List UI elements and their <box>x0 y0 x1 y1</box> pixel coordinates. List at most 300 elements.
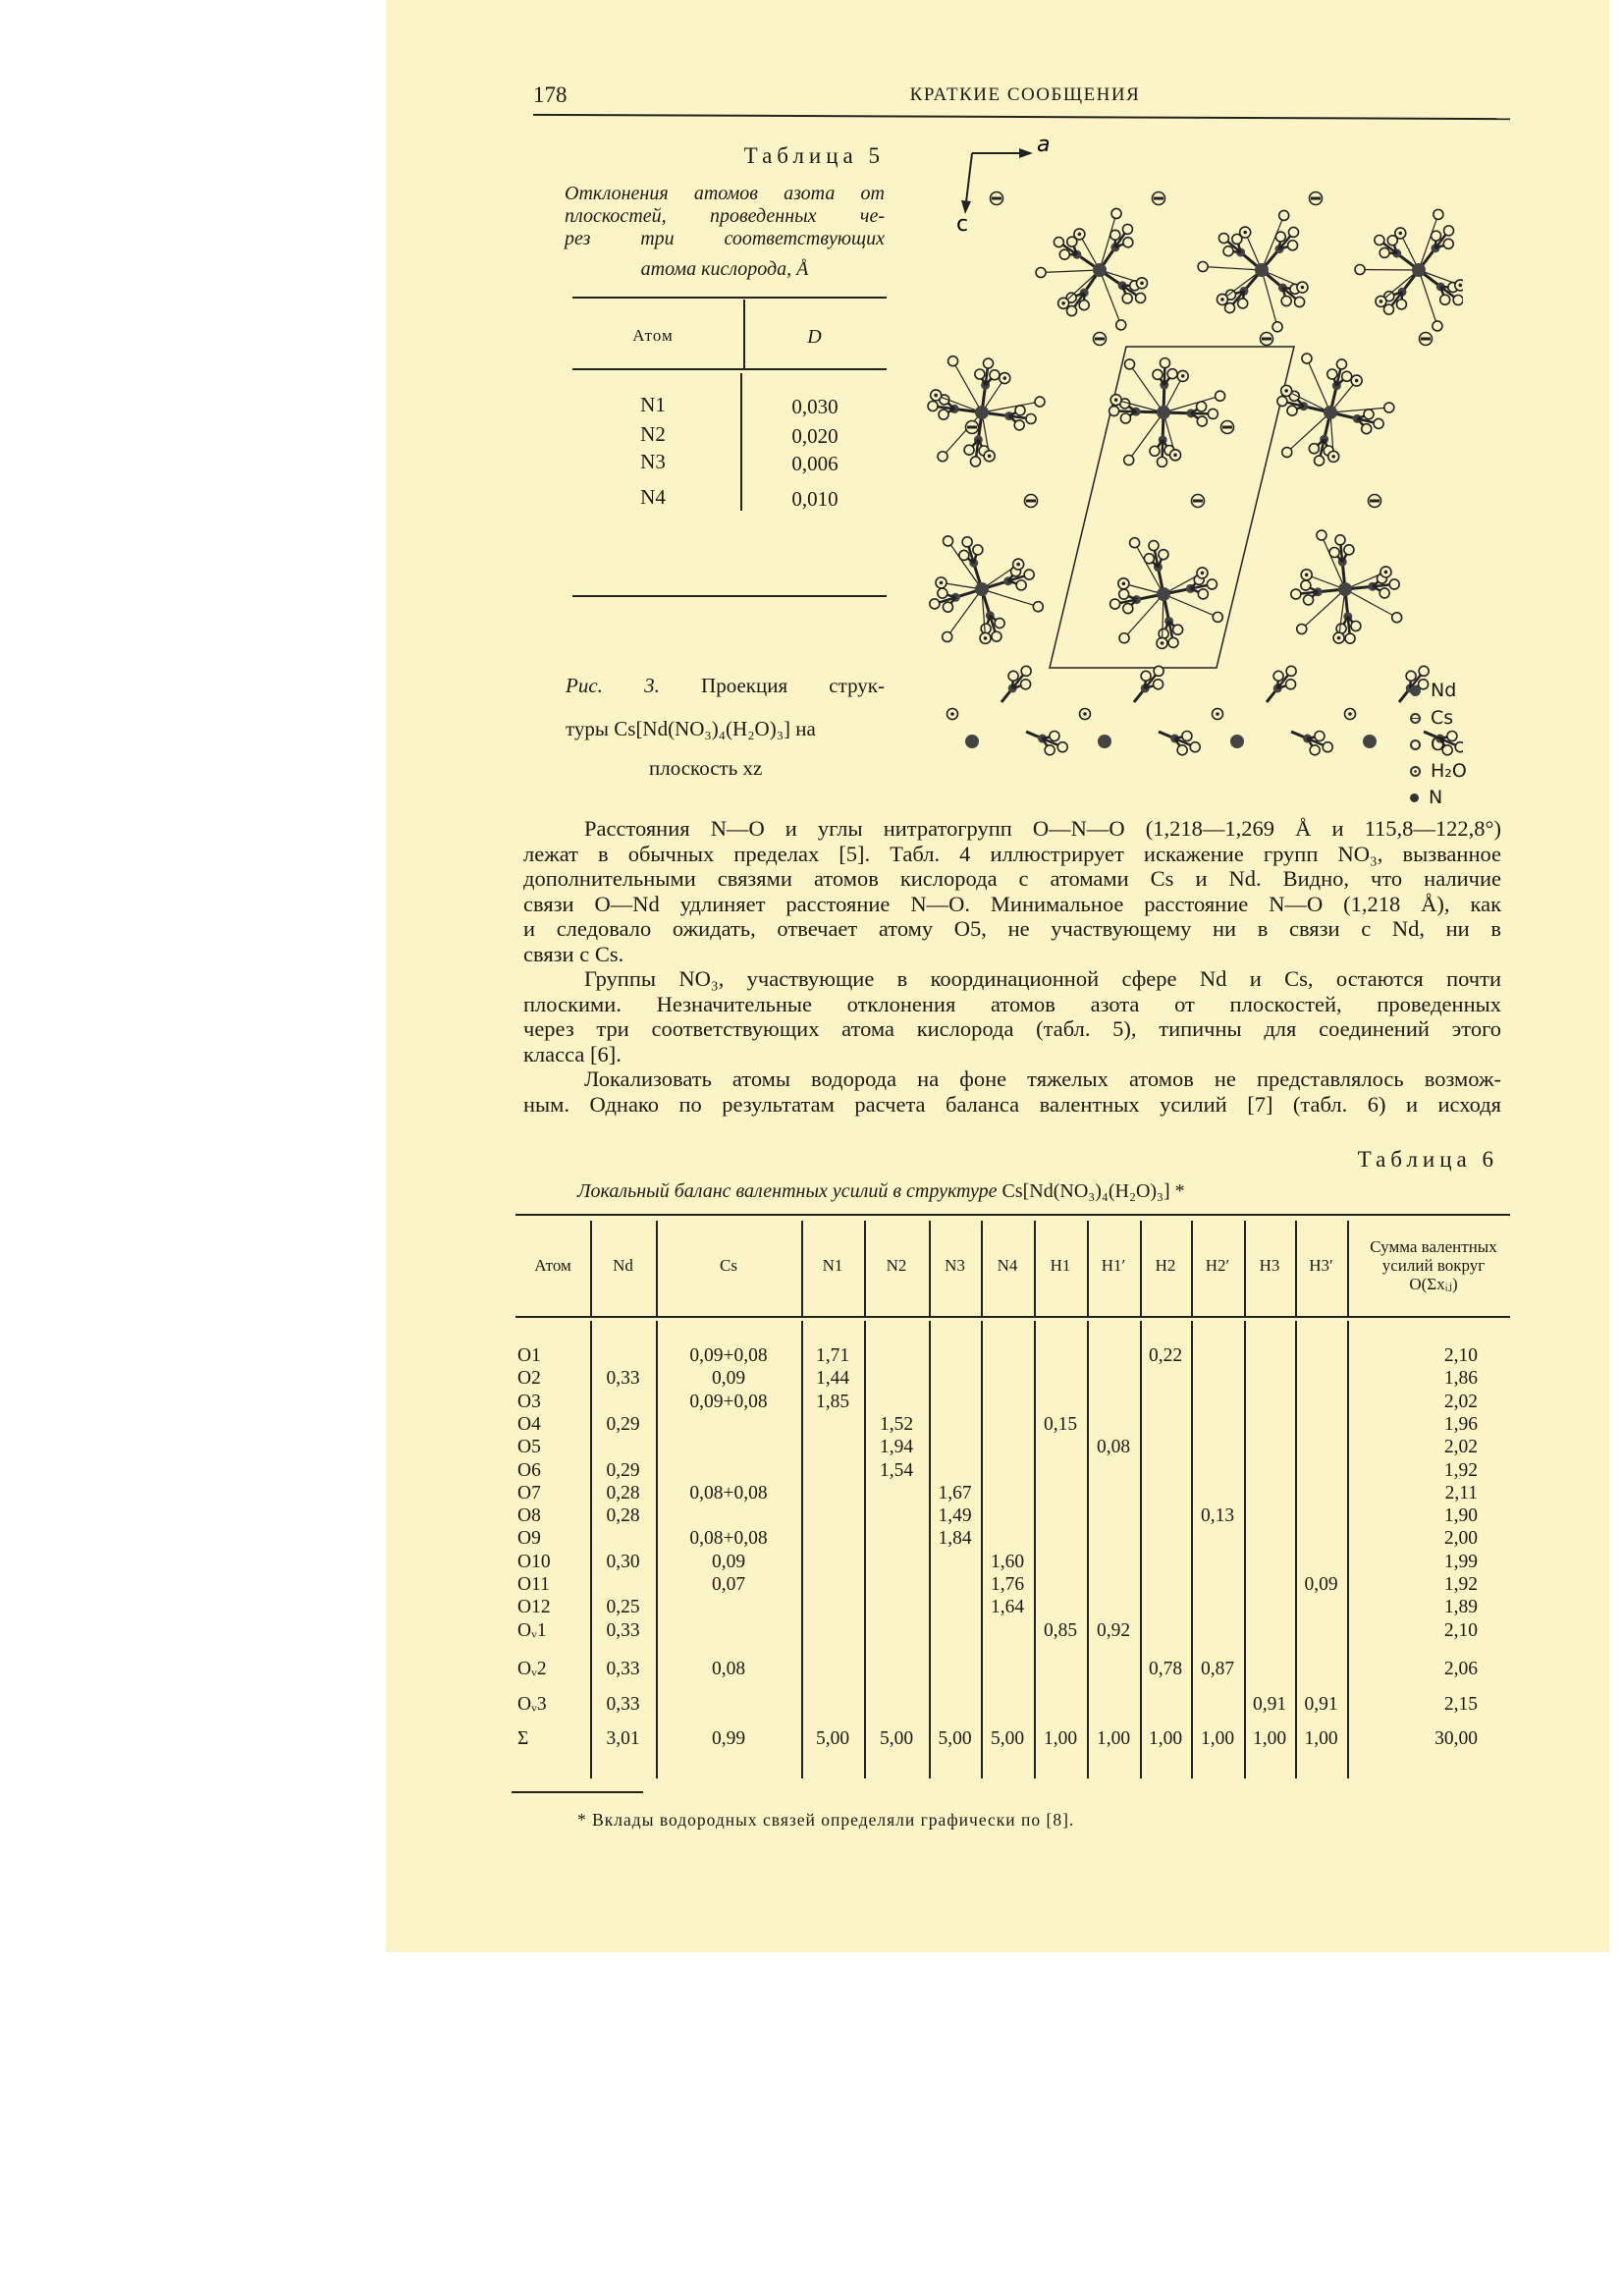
oxygen-atom <box>1213 612 1222 622</box>
neodymium-atom <box>1338 582 1352 596</box>
text-line: связи O—Nd удлиняет расстояние N—O. Минимальное расстояние N—O (1,218 Å), как <box>523 891 1501 916</box>
table6-cell: 2,15 <box>1443 1694 1478 1715</box>
table6-cell: 0,92 <box>1096 1620 1131 1641</box>
oxygen-atom <box>992 631 1001 641</box>
neodymium-atom <box>1157 587 1170 601</box>
table6-cell: 5,00 <box>879 1728 914 1749</box>
legend-item-cs <box>1410 707 1453 729</box>
oxygen-atom <box>938 588 947 598</box>
oxygen-atom <box>1375 235 1384 245</box>
oxygen-atom <box>962 537 972 547</box>
table6-cell: 2,10 <box>1443 1620 1478 1641</box>
oxygen-atom <box>1021 666 1031 676</box>
table6-cell: 0,08 <box>711 1659 746 1679</box>
caption-line: Отклонения атомов азота от <box>565 183 885 204</box>
o-symbol-icon <box>1410 739 1421 750</box>
oxygen-atom <box>1198 589 1208 599</box>
table6-header-cell: N2 <box>886 1256 907 1275</box>
table6-header-cell: N1 <box>822 1256 843 1275</box>
table6-header-cell: N3 <box>945 1256 965 1275</box>
table5-header-atom: Атом <box>632 326 674 345</box>
oxygen-atom <box>1355 264 1365 274</box>
table6-subtitle <box>577 1180 1185 1203</box>
oxygen-atom <box>990 370 1000 380</box>
table5-col-divider <box>740 373 742 511</box>
oxygen-atom <box>1345 633 1355 643</box>
bond <box>1287 412 1330 453</box>
oxygen-atom <box>1288 241 1298 250</box>
figure-caption-line: плоскость xz <box>649 756 763 780</box>
table6-cell: 2,10 <box>1443 1345 1478 1366</box>
water-center <box>1337 636 1341 640</box>
text-line: через три соответствующих атома кислорода (табл. 5), типичны для соединений этого <box>523 1016 1501 1041</box>
table6-col-divider <box>1087 1321 1089 1778</box>
table6-cell: 0,08+0,08 <box>689 1482 768 1503</box>
page-number: 178 <box>533 82 568 107</box>
water-center <box>1173 454 1177 458</box>
oxygen-atom <box>1443 239 1453 248</box>
cs-symbol-icon <box>1410 713 1421 724</box>
oxygen-atom <box>1110 599 1120 609</box>
water-center <box>1284 389 1288 393</box>
table6-col-divider <box>1034 1321 1036 1778</box>
table6-cell: 0,07 <box>711 1574 746 1595</box>
oxygen-atom <box>1159 550 1168 560</box>
neodymium-atom <box>1255 263 1269 277</box>
bond <box>1307 358 1330 412</box>
table6-col-divider <box>981 1221 983 1316</box>
oxygen-atom <box>1153 369 1163 379</box>
oxygen-atom <box>1045 745 1055 755</box>
water-center <box>1078 233 1082 237</box>
table6-cell: 1,52 <box>879 1413 914 1435</box>
table6-cell: 1,00 <box>1200 1728 1235 1749</box>
table5-header-d: D <box>807 326 823 348</box>
table6-cell: 1,89 <box>1443 1597 1478 1618</box>
oxygen-atom <box>1125 359 1135 369</box>
table6-row-label: O8 <box>517 1505 541 1527</box>
legend-label: H₂O <box>1431 760 1467 782</box>
oxygen-atom <box>971 457 981 466</box>
table6-row-label: Oᵥ3 <box>517 1694 547 1715</box>
table6-cell: 1,64 <box>990 1597 1025 1618</box>
neodymium-atom <box>975 582 989 596</box>
table6-cell: 1,44 <box>815 1368 850 1390</box>
running-title: КРАТКИЕ СООБЩЕНИЯ <box>909 84 1141 105</box>
oxygen-atom <box>1272 322 1282 332</box>
figure-caption-line: Рис. 3. Проекция струк- <box>566 674 885 697</box>
oxygen-atom <box>1016 580 1026 590</box>
water-center <box>1002 376 1006 380</box>
water-center <box>1016 563 1020 567</box>
text-line: Расстояния N—O и углы нитратогрупп O—N—O (1,218—1,269 Å и 115,8—122,8°) <box>584 816 1501 841</box>
water-center <box>934 394 938 398</box>
table6-cell: 0,09 <box>711 1551 746 1572</box>
oxygen-atom <box>1281 297 1291 306</box>
table5-top-rule <box>572 297 887 299</box>
table6-cell: 1,86 <box>1443 1368 1478 1390</box>
oxygen-atom <box>1351 621 1361 630</box>
table6-col-divider <box>1295 1221 1297 1316</box>
oxygen-atom <box>1389 579 1399 589</box>
oxygen-atom <box>1167 369 1177 379</box>
oxygen-atom <box>1455 742 1463 752</box>
oxygen-atom <box>943 602 952 612</box>
oxygen-atom <box>995 619 1004 629</box>
legend-label: Cs <box>1431 707 1454 729</box>
oxygen-atom <box>938 452 947 462</box>
table6-cell: 1,85 <box>815 1391 850 1412</box>
bond <box>1360 269 1419 270</box>
table6-cell: 1,92 <box>1443 1459 1478 1481</box>
table6-cell: 1,99 <box>1443 1551 1478 1572</box>
neodymium-atom <box>1363 735 1377 748</box>
legend-item-o <box>1410 734 1445 755</box>
table6-col-divider <box>801 1221 803 1316</box>
oxygen-atom <box>1317 530 1326 540</box>
table6-cell: 0,85 <box>1043 1620 1078 1641</box>
table6-cell: 5,00 <box>990 1728 1025 1749</box>
oxygen-atom <box>1067 306 1077 316</box>
oxygen-atom <box>1216 391 1225 401</box>
oxygen-atom <box>964 445 974 455</box>
oxygen-atom <box>1116 320 1126 330</box>
oxygen-atom <box>1154 666 1163 676</box>
oxygen-atom <box>930 599 940 609</box>
oxygen-atom <box>1453 296 1463 305</box>
water-center <box>1201 572 1205 575</box>
oxygen-atom <box>1323 742 1332 752</box>
water-center <box>940 581 944 585</box>
table6-row-label: O12 <box>517 1597 551 1618</box>
text-line: дополнительными связями атомов кислорода с атомами Cs и Nd. Видно, что наличие <box>523 866 1501 891</box>
table6-cell: 2,06 <box>1443 1659 1478 1679</box>
oxygen-atom <box>1160 358 1169 368</box>
table5-cell-d: 0,020 <box>791 424 839 448</box>
axis-c-label: c <box>956 212 969 237</box>
table6-cell: 1,67 <box>938 1482 972 1503</box>
oxygen-atom <box>928 402 938 411</box>
oxygen-atom <box>948 356 958 366</box>
water-center <box>1161 641 1164 645</box>
oxygen-atom <box>1279 210 1289 220</box>
oxygen-atom <box>1344 545 1354 555</box>
table6-header-cell: Сумма валентных усилий вокруг O(Σxᵢⱼ) <box>1370 1237 1497 1293</box>
table6-row-label: O10 <box>517 1551 551 1572</box>
oxygen-atom <box>1120 413 1130 423</box>
oxygen-atom <box>1136 293 1146 302</box>
oxygen-atom <box>1447 732 1457 741</box>
oxygen-atom <box>1014 420 1024 430</box>
table6-cell: 0,09+0,08 <box>689 1345 768 1366</box>
table5-cell-atom: N4 <box>640 485 666 509</box>
table6-row-label: O5 <box>517 1437 541 1458</box>
n-symbol-icon <box>1410 793 1419 802</box>
oxygen-atom <box>1054 238 1063 247</box>
oxygen-atom <box>1444 226 1454 236</box>
table6-cell: 1,00 <box>1096 1728 1131 1749</box>
water-center <box>1458 284 1462 288</box>
oxygen-atom <box>973 545 983 555</box>
oxygen-atom <box>1197 416 1207 426</box>
table6-header-cell: Атом <box>534 1256 571 1275</box>
water-center <box>984 636 988 640</box>
oxygen-atom <box>1208 409 1217 418</box>
oxygen-atom <box>1302 354 1312 363</box>
bond <box>1330 408 1389 412</box>
water-center <box>988 455 992 459</box>
table6-row-label: O4 <box>517 1413 541 1435</box>
table6-cell: 2,02 <box>1443 1391 1478 1412</box>
table6-row-label: O7 <box>517 1482 541 1503</box>
oxygen-atom <box>1327 369 1337 379</box>
oxygen-atom <box>1315 732 1325 741</box>
water-center <box>1348 712 1352 716</box>
oxygen-atom <box>1374 418 1383 428</box>
oxygen-atom <box>1111 208 1121 218</box>
oxygen-atom <box>1158 457 1167 466</box>
oxygen-atom <box>1384 403 1394 412</box>
oxygen-atom <box>975 369 985 379</box>
table6-cell: 0,78 <box>1148 1659 1183 1679</box>
oxygen-atom <box>1050 732 1059 741</box>
table6-row-label: O9 <box>517 1528 541 1550</box>
table6-row-label: Oᵥ2 <box>517 1659 547 1679</box>
oxygen-atom <box>1218 234 1228 244</box>
oxygen-atom <box>1295 297 1305 306</box>
table6-col-divider <box>656 1221 658 1316</box>
oxygen-atom <box>944 536 953 546</box>
text-line: плоскими. Незначительные отклонения атомов азота от плоскостей, проведенных <box>523 991 1501 1016</box>
table6-col-divider <box>1244 1221 1246 1316</box>
oxygen-atom <box>1380 247 1389 257</box>
water-center <box>1301 286 1305 290</box>
bond <box>982 589 1038 607</box>
table6-cell: 0,09 <box>711 1368 746 1390</box>
water-center <box>1083 712 1087 716</box>
nd-symbol-icon <box>1410 685 1421 696</box>
table6-cell: 1,90 <box>1443 1505 1478 1527</box>
neodymium-atom <box>965 735 979 748</box>
oxygen-atom <box>1301 580 1311 590</box>
table6-cell: 0,28 <box>606 1505 640 1527</box>
oxygen-atom <box>1015 406 1025 415</box>
oxygen-atom <box>1286 666 1296 676</box>
oxygen-atom <box>1291 589 1301 599</box>
table5-cell-d: 0,010 <box>791 487 839 511</box>
text-line: и следовало ожидать, отвечает атому O5, не участвующему ни в связи с Nd, ни в <box>523 916 1501 941</box>
neodymium-atom <box>1324 406 1337 419</box>
table6-cell: 0,91 <box>1304 1694 1338 1715</box>
text-line: класса [6]. <box>523 1041 622 1066</box>
oxygen-atom <box>1119 589 1129 599</box>
table6-cell: 1,49 <box>938 1505 972 1527</box>
oxygen-atom <box>1122 294 1132 303</box>
bond <box>953 361 982 412</box>
caption-line: атома кислорода, Å <box>640 258 809 280</box>
oxygen-atom <box>1310 745 1320 755</box>
table6-cell: 1,84 <box>938 1528 972 1550</box>
table6-col-divider <box>1347 1221 1349 1316</box>
oxygen-atom <box>939 410 948 419</box>
table6-cell: 30,00 <box>1434 1728 1478 1749</box>
oxygen-atom <box>1396 300 1406 309</box>
table6-cell: 1,96 <box>1443 1413 1478 1435</box>
table6-cell: 5,00 <box>815 1728 850 1749</box>
oxygen-atom <box>1282 448 1292 458</box>
table6-cell: 0,91 <box>1252 1694 1287 1715</box>
neodymium-atom <box>1230 735 1244 748</box>
table6-col-divider <box>1191 1321 1193 1778</box>
oxygen-atom <box>1154 680 1163 689</box>
oxygen-atom <box>1141 671 1151 681</box>
oxygen-atom <box>1109 407 1119 416</box>
neodymium-atom <box>1098 735 1111 748</box>
oxygen-atom <box>1362 424 1372 434</box>
oxygen-atom <box>1123 604 1133 614</box>
oxygen-atom <box>1207 579 1217 589</box>
table5-cell-atom: N2 <box>640 422 666 446</box>
water-center <box>1114 398 1118 402</box>
oxygen-atom <box>1419 666 1429 676</box>
table5-label: Таблица 5 <box>743 143 885 168</box>
oxygen-atom <box>1197 402 1207 411</box>
neodymium-atom <box>1093 263 1107 277</box>
table6-cell: 0,25 <box>606 1597 640 1618</box>
table6-cell: 1,76 <box>990 1574 1025 1595</box>
oxygen-atom <box>1168 637 1178 647</box>
oxygen-atom <box>1079 301 1089 310</box>
water-center <box>1384 571 1388 574</box>
table6-cell: 1,00 <box>1252 1728 1287 1749</box>
oxygen-atom <box>1286 680 1296 689</box>
table6-cell: 0,33 <box>606 1694 640 1715</box>
table5-col-divider <box>743 300 745 368</box>
oxygen-atom <box>1026 413 1036 423</box>
legend-label: Nd <box>1431 680 1457 701</box>
table6-header-cell: Cs <box>720 1256 737 1275</box>
table6-col-divider <box>1140 1221 1142 1316</box>
table5-cell-d: 0,030 <box>791 395 839 418</box>
legend-label: O <box>1431 734 1445 755</box>
table6-col-divider <box>1347 1321 1349 1778</box>
table6-cell: 0,87 <box>1200 1659 1235 1679</box>
text-line: связи с Cs. <box>523 941 624 966</box>
water-center <box>1305 573 1309 576</box>
table5-cell-atom: N1 <box>640 393 666 416</box>
water-center <box>1331 455 1335 459</box>
water-center <box>1181 374 1185 378</box>
oxygen-atom <box>1123 238 1133 247</box>
table5-caption <box>565 183 885 281</box>
text-line: Группы NO₃, участвующие в координационной сфере Nd и Cs, остаются почти <box>584 966 1501 991</box>
table6-row-label: O1 <box>517 1345 541 1366</box>
footnote-rule <box>512 1791 643 1793</box>
oxygen-atom <box>1392 613 1402 623</box>
table6-cell: 0,28 <box>606 1482 640 1503</box>
legend-label: N <box>1429 787 1443 808</box>
table6-cell: 2,02 <box>1443 1437 1478 1458</box>
table6-cell: 1,92 <box>1443 1574 1478 1595</box>
oxygen-atom <box>1036 267 1046 277</box>
table6-cell: 3,01 <box>606 1728 640 1749</box>
table6-cell: 0,09 <box>1304 1574 1338 1595</box>
oxygen-atom <box>1304 595 1314 605</box>
table6-footnote: * Вклады водородных связей определяли графически по [8]. <box>577 1810 1075 1830</box>
crystal-structure-projection <box>913 128 1463 756</box>
neodymium-atom <box>975 406 989 419</box>
caption-line: рез три соответствующих <box>565 228 885 249</box>
table6-cell: 0,15 <box>1043 1413 1078 1435</box>
oxygen-atom <box>1021 680 1031 689</box>
table6-col-divider <box>1087 1221 1089 1316</box>
table6-cell: 1,00 <box>1043 1728 1078 1749</box>
table6-cell: 0,08+0,08 <box>689 1528 768 1550</box>
table6-cell: 2,00 <box>1443 1528 1478 1550</box>
oxygen-atom <box>1364 410 1374 419</box>
table6-formula: Cs[Nd(NO₃)₄(H₂O)₃] * <box>1001 1180 1185 1202</box>
text-line: ным. Однако по результатам расчета баланса валентных усилий [7] (табл. 6) и исходя <box>523 1091 1501 1117</box>
oxygen-atom <box>1434 209 1443 219</box>
oxygen-atom <box>1315 456 1325 465</box>
table6-cell: 1,00 <box>1148 1728 1183 1749</box>
oxygen-atom <box>1190 742 1200 752</box>
oxygen-atom <box>1225 303 1235 313</box>
table6-row-label: Oᵥ1 <box>517 1620 547 1641</box>
oxygen-atom <box>1119 633 1129 643</box>
figure-caption-line: туры Cs[Nd(NO₃)₄(H₂O)₃] на <box>566 717 816 740</box>
table6-col-divider <box>1140 1321 1142 1778</box>
table6-col-divider <box>590 1221 592 1316</box>
neodymium-atom <box>1412 263 1426 277</box>
oxygen-atom <box>1380 588 1389 598</box>
table6-cell: 0,99 <box>711 1728 746 1749</box>
oxygen-atom <box>1287 406 1297 415</box>
oxygen-atom <box>983 358 993 368</box>
oxygen-atom <box>1440 295 1450 304</box>
oxygen-atom <box>1159 629 1168 638</box>
water-center <box>1122 581 1126 585</box>
h2o-symbol-icon <box>1410 766 1421 777</box>
table6-cell: 0,33 <box>606 1620 640 1641</box>
table6-row-label: O2 <box>517 1368 541 1390</box>
table6-cell: 0,30 <box>606 1551 640 1572</box>
table6-row-label: O6 <box>517 1459 541 1481</box>
table6-cell: 0,33 <box>606 1659 640 1679</box>
oxygen-atom <box>1059 249 1069 259</box>
oxygen-atom <box>1150 446 1160 456</box>
oxygen-atom <box>1336 359 1346 369</box>
table6-subtitle-text: Локальный баланс валентных усилий в структуре <box>577 1180 998 1202</box>
oxygen-atom <box>1223 246 1233 256</box>
table6-cell: 0,09+0,08 <box>689 1391 768 1412</box>
bond <box>982 402 1040 412</box>
oxygen-atom <box>1008 671 1018 681</box>
table6-cell: 5,00 <box>938 1728 972 1749</box>
table6-col-divider <box>1034 1221 1036 1316</box>
table6-col-divider <box>929 1221 931 1316</box>
table6-cell: 1,00 <box>1304 1728 1338 1749</box>
table6-label: Таблица 6 <box>1357 1147 1498 1172</box>
water-center <box>1216 712 1219 716</box>
water-center <box>1398 232 1402 236</box>
table6-header-cell: H2′ <box>1205 1256 1230 1275</box>
oxygen-atom <box>1433 321 1442 331</box>
body-text <box>523 816 1501 1117</box>
table5-header-rule <box>572 368 887 370</box>
oxygen-atom <box>1124 456 1134 465</box>
legend-item-n <box>1410 787 1442 808</box>
